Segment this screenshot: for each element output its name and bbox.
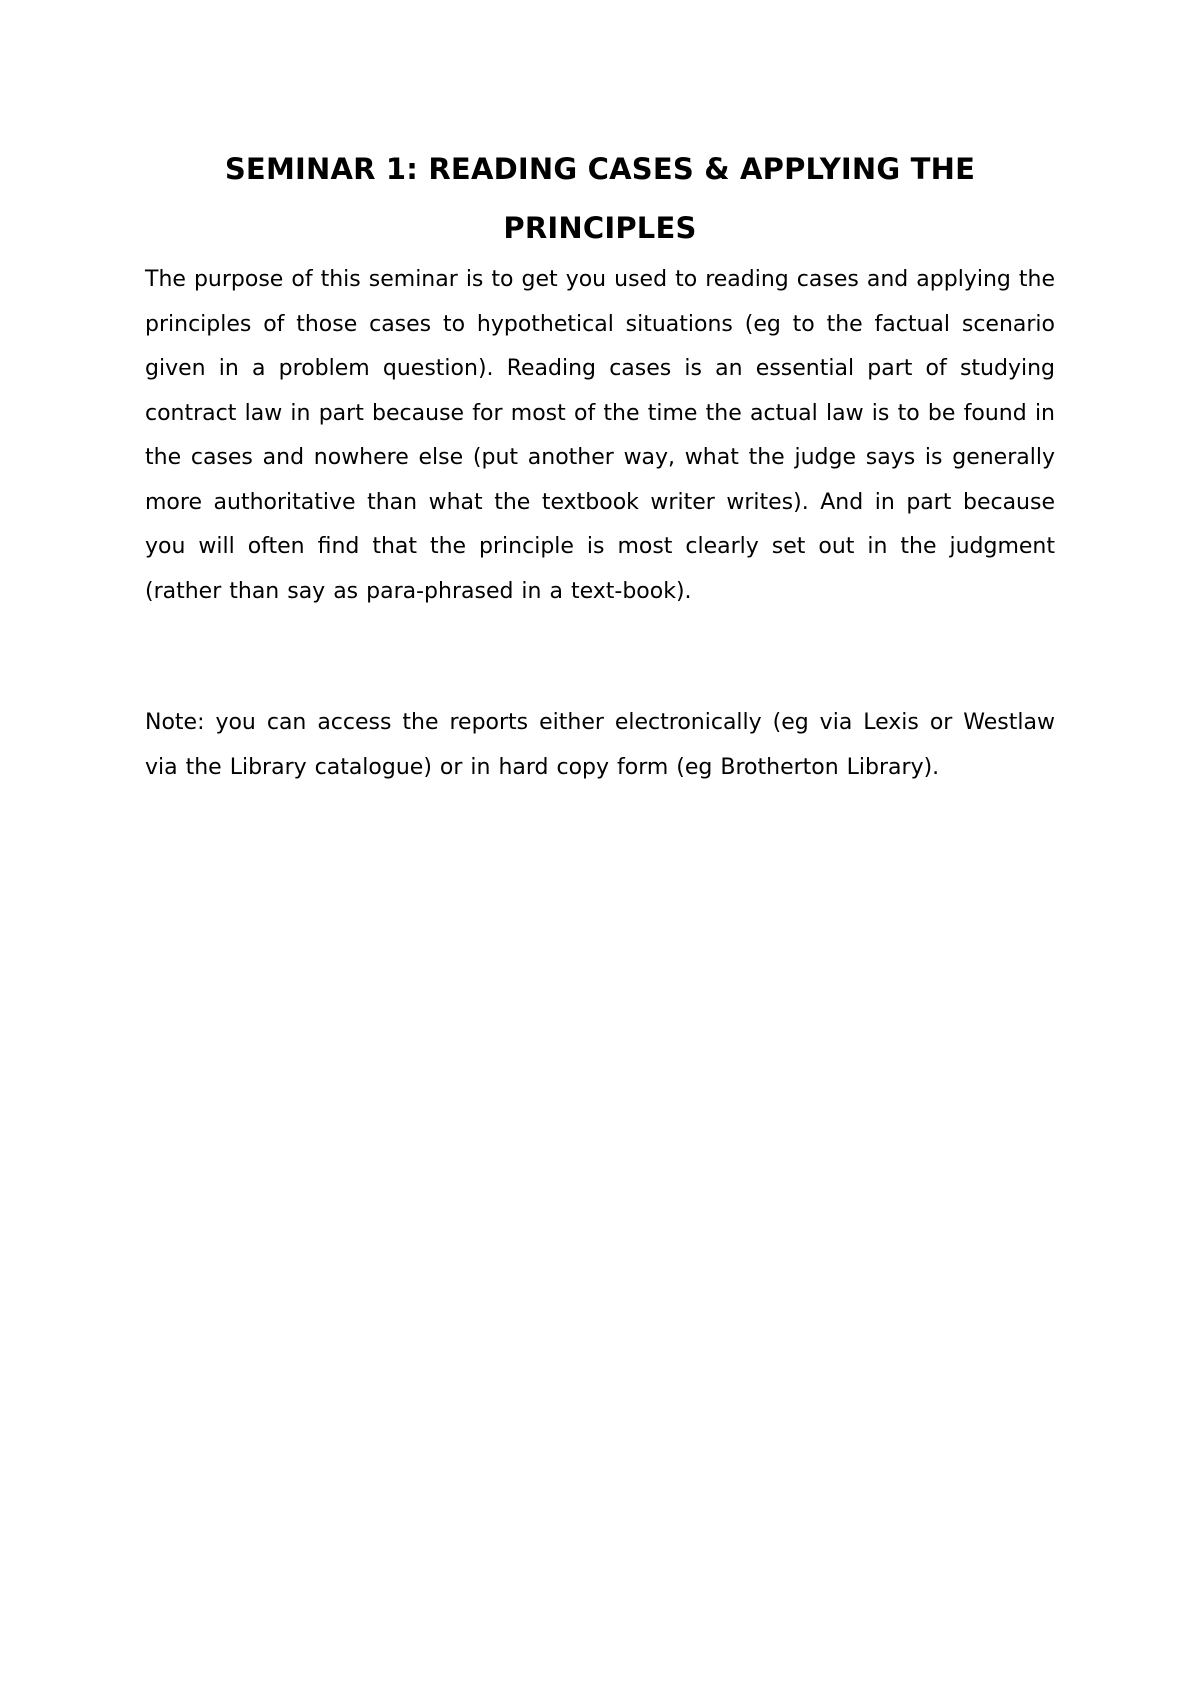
access-note-paragraph: Note: you can access the reports either electronically (eg via Lexis or Westlaw via the Library catalogue) or in hard copy form (eg Brotherton Library).	[145, 710, 1055, 780]
seminar-title: SEMINAR 1: READING CASES & APPLYING THE PRINCIPLES	[224, 152, 976, 245]
purpose-paragraph: The purpose of this seminar is to get you used to reading cases and applying the principles of those cases to hypothetical situations (eg to the factual scenario given in a problem question). Reading cases is an essential part of studying contract law in part because for most of the time the actual law is to be found in the cases and nowhere else (put another way, what the judge says is generally more authoritative than what the textbook writer writes). And in part because you will often find that the principle is most clearly set out in the judgment (rather than say as para-phrased in a text-book).	[145, 267, 1055, 604]
